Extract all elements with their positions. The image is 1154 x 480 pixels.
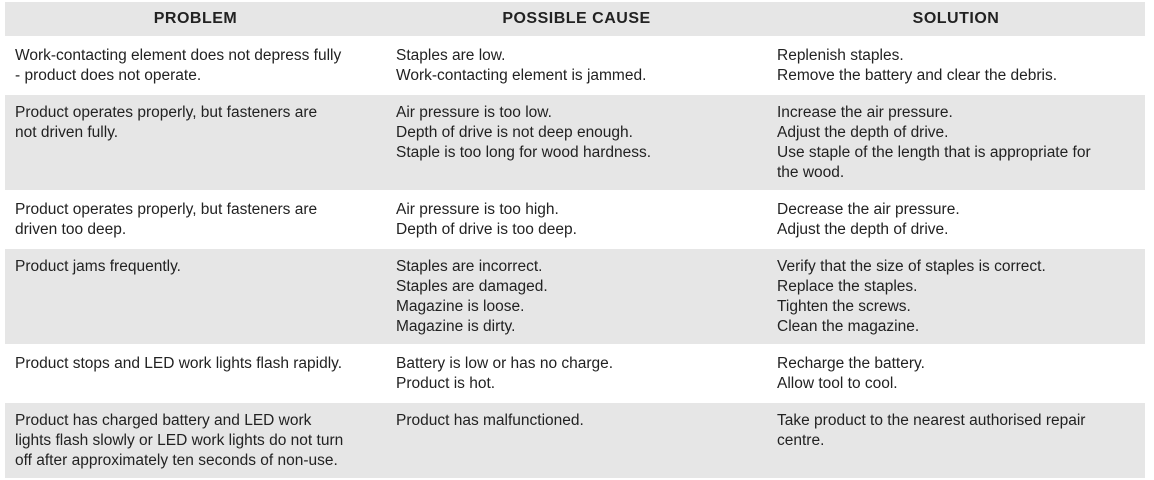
cell-line: Magazine is dirty.: [396, 318, 516, 335]
problem-cell: [5, 38, 386, 93]
cell-line: Depth of drive is not deep enough.: [396, 124, 633, 141]
cell-line: Adjust the depth of drive.: [777, 221, 949, 238]
cell-line: Verify that the size of staples is correct.: [777, 258, 1046, 275]
cell-line: Product jams frequently.: [15, 258, 181, 275]
cell-line: Replenish staples.: [777, 47, 904, 64]
cell-line: Use staple of the length that is appropriate for: [777, 144, 1091, 161]
header-possible-cause: POSSIBLE CAUSE: [502, 10, 651, 27]
cell-line: Air pressure is too low.: [396, 104, 552, 121]
cell-line: Adjust the depth of drive.: [777, 124, 949, 141]
cell-line: Magazine is loose.: [396, 298, 525, 315]
cell-line: Battery is low or has no charge.: [396, 355, 614, 372]
problem-cell: [5, 95, 386, 190]
cell-line: Air pressure is too high.: [396, 201, 559, 218]
cell-line: Staples are low.: [396, 47, 506, 64]
cell-line: Increase the air pressure.: [777, 104, 953, 121]
cell-line: lights flash slowly or LED work lights do not turn: [15, 432, 344, 449]
cause-cell: [386, 95, 767, 190]
problem-cell: [5, 346, 386, 401]
cell-line: Product operates properly, but fasteners are: [15, 201, 318, 218]
cell-line: Take product to the nearest authorised repair: [777, 412, 1086, 429]
cell-line: not driven fully.: [15, 124, 119, 141]
cell-line: Product operates properly, but fasteners are: [15, 104, 318, 121]
solution-cell: [767, 403, 1145, 478]
cell-line: Clean the magazine.: [777, 318, 920, 335]
cell-line: Work-contacting element is jammed.: [396, 67, 647, 84]
cause-cell: [386, 249, 767, 344]
cause-cell: [386, 403, 767, 478]
cell-line: Staples are damaged.: [396, 278, 548, 295]
problem-cell: [5, 403, 386, 478]
table-row: [5, 190, 1145, 247]
cell-line: Work-contacting element does not depress fully: [15, 47, 342, 64]
cause-cell: [386, 192, 767, 247]
cell-line: driven too deep.: [15, 221, 127, 238]
cell-line: centre.: [777, 432, 825, 449]
table-row: [5, 93, 1145, 190]
solution-cell: [767, 38, 1145, 93]
table-row: [5, 401, 1145, 478]
cell-line: the wood.: [777, 164, 845, 181]
troubleshooting-table: [5, 2, 1145, 478]
cell-line: Recharge the battery.: [777, 355, 925, 372]
cause-cell: [386, 346, 767, 401]
cell-line: Product is hot.: [396, 375, 496, 392]
header-problem: PROBLEM: [153, 10, 238, 27]
cell-line: Staple is too long for wood hardness.: [396, 144, 652, 161]
cell-line: Remove the battery and clear the debris.: [777, 67, 1058, 84]
table-row: [5, 247, 1145, 344]
solution-cell: [767, 95, 1145, 190]
solution-cell: [767, 249, 1145, 344]
cell-line: Product stops and LED work lights flash rapidly.: [15, 355, 343, 372]
cell-line: Tighten the screws.: [777, 298, 911, 315]
cell-line: Product has charged battery and LED work: [15, 412, 312, 429]
cell-line: Replace the staples.: [777, 278, 918, 295]
cell-line: Product has malfunctioned.: [396, 412, 584, 429]
table-row: [5, 36, 1145, 93]
table-row: [5, 344, 1145, 401]
table-header: [5, 2, 1145, 36]
cell-line: Allow tool to cool.: [777, 375, 898, 392]
header-solution: SOLUTION: [912, 10, 1000, 27]
cause-cell: [386, 38, 767, 93]
solution-cell: [767, 346, 1145, 401]
cell-line: Depth of drive is too deep.: [396, 221, 577, 238]
solution-cell: [767, 192, 1145, 247]
cell-line: Decrease the air pressure.: [777, 201, 960, 218]
problem-cell: [5, 192, 386, 247]
problem-cell: [5, 249, 386, 344]
cell-line: - product does not operate.: [15, 67, 202, 84]
cell-line: Staples are incorrect.: [396, 258, 543, 275]
cell-line: off after approximately ten seconds of non-use.: [15, 452, 338, 469]
